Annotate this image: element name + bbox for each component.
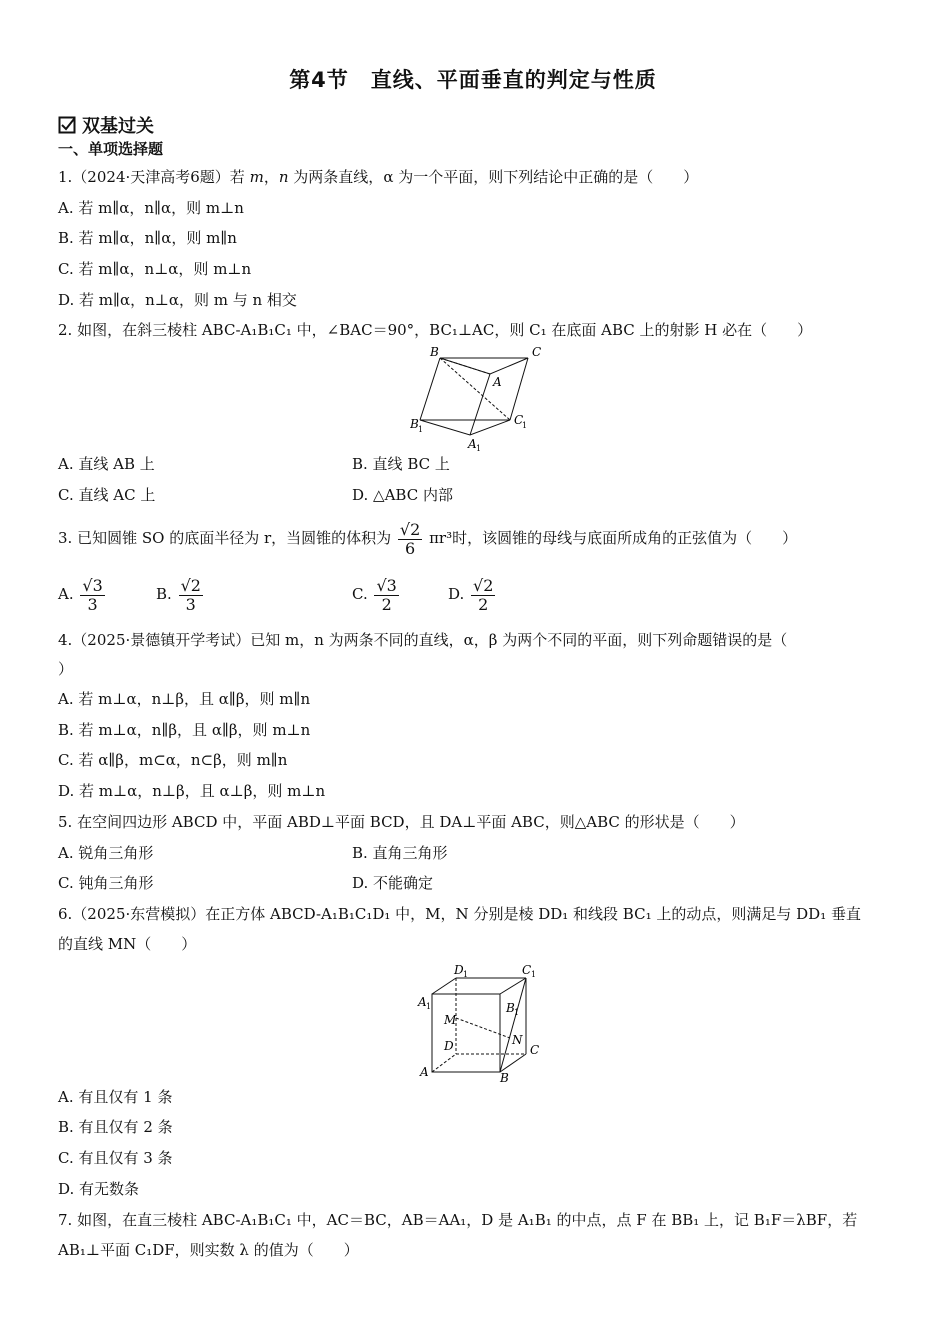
q4-option-c: C. 若 α∥β，m⊂α，n⊂β，则 m∥n [58, 751, 288, 769]
q3-option-b: B. $\frac{√2}{3}$ [156, 575, 201, 614]
q4-option-b: B. 若 m⊥α，n∥β，且 α∥β，则 m⊥n [58, 721, 311, 739]
q2-prism-figure [410, 344, 550, 454]
q6-stem-end: 的直线 MN（ ） [58, 935, 197, 953]
q1-option-b: B. 若 m∥α，n∥α，则 m∥n [58, 229, 237, 247]
q2-stem: 2. 如图，在斜三棱柱 ABC-A₁B₁C₁ 中，∠BAC＝90°，BC₁⊥AC，则 C₁ 在底面 ABC 上的射影 H 必在（ ） [58, 321, 813, 339]
q3-volume-fraction: $\frac{√2}{6}$ [399, 519, 421, 558]
q4-option-d: D. 若 m⊥α，n⊥β，且 α⊥β，则 m⊥n [58, 782, 326, 800]
section-header [58, 112, 154, 138]
checkbox-icon [58, 116, 76, 134]
svg-text:1: 1 [522, 421, 528, 430]
page-title: 第4节 直线、平面垂直的判定与性质 [289, 68, 657, 92]
svg-text:1: 1 [531, 970, 537, 979]
q2-option-a: A. 直线 AB 上 [58, 455, 155, 473]
q1-option-d: D. 若 m∥α，n⊥α，则 m 与 n 相交 [58, 291, 297, 309]
q5-option-d: D. 不能确定 [352, 874, 434, 892]
q4-stem-end: ） [58, 660, 74, 678]
q3-option-a: A. $\frac{√3}{3}$ [58, 575, 103, 614]
fig1-label-b1: B [410, 417, 419, 431]
fig2-label-n: N [512, 1033, 523, 1047]
svg-text:1: 1 [476, 444, 482, 453]
fig1-label-c1: C [514, 413, 524, 427]
q7-stem: 7. 如图，在直三棱柱 ABC-A₁B₁C₁ 中，AC＝BC，AB＝AA₁，D 是 A₁B₁ 的中点，点 F 在 BB₁ 上，记 B₁F＝λBF，若 [58, 1211, 858, 1229]
q6-stem: 6.（2025·东营模拟）在正方体 ABCD-A₁B₁C₁D₁ 中，M，N 分别是棱 DD₁ 和线段 BC₁ 上的动点，则满足与 DD₁ 垂直 [58, 905, 861, 923]
q3-option-c: C. $\frac{√3}{2}$ [352, 575, 397, 614]
q3-option-d: D. $\frac{√2}{2}$ [448, 575, 494, 614]
fig2-label-c1: C [522, 963, 532, 977]
q6-cube-figure [410, 960, 550, 1086]
fig2-label-m: M [444, 1013, 457, 1027]
svg-text:1: 1 [426, 1002, 432, 1011]
svg-text:1: 1 [463, 970, 469, 979]
section-title: 双基过关 [82, 116, 154, 137]
q3-stem: 3. 已知圆锥 SO 的底面半径为 r，当圆锥的体积为 $\frac{√2}{6}$ πr³时，该圆锥的母线与底面所成角的正弦值为（ ） [58, 519, 798, 558]
q1-stem: 1.（2024·天津高考6题）若 m，n 为两条直线，α 为一个平面，则下列结论中正确的是（ ） [58, 168, 699, 186]
q2-option-b: B. 直线 BC 上 [352, 455, 450, 473]
fig1-label-b: B [430, 345, 439, 359]
fig1-label-a: A [493, 375, 502, 389]
svg-text:1: 1 [514, 1008, 520, 1017]
fig2-label-a: A [420, 1065, 429, 1079]
q6-option-c: C. 有且仅有 3 条 [58, 1149, 173, 1167]
q6-option-b: B. 有且仅有 2 条 [58, 1118, 173, 1136]
q4-option-a: A. 若 m⊥α，n⊥β，且 α∥β，则 m∥n [58, 690, 311, 708]
fig2-label-b1: B [506, 1001, 515, 1015]
q5-option-a: A. 锐角三角形 [58, 844, 154, 862]
fig2-label-d: D [444, 1039, 454, 1053]
fig1-label-c: C [532, 345, 542, 359]
q5-stem: 5. 在空间四边形 ABCD 中，平面 ABD⊥平面 BCD，且 DA⊥平面 ABC，则△ABC 的形状是（ ） [58, 813, 745, 831]
q2-option-d: D. △ABC 内部 [352, 486, 453, 504]
fig2-label-d1: D [454, 963, 464, 977]
fig2-label-c: C [530, 1043, 540, 1057]
fig2-label-a1: A [418, 995, 427, 1009]
q4-stem: 4.（2025·景德镇开学考试）已知 m，n 为两条不同的直线，α，β 为两个不同的平面，则下列命题错误的是（ [58, 631, 788, 649]
q1-option-c: C. 若 m∥α，n⊥α，则 m⊥n [58, 260, 252, 278]
q5-option-c: C. 钝角三角形 [58, 874, 154, 892]
subsection-title: 一、单项选择题 [58, 140, 164, 158]
fig1-label-a1: A [468, 437, 477, 451]
fig2-label-b: B [500, 1071, 509, 1085]
q1-option-a: A. 若 m∥α，n∥α，则 m⊥n [58, 199, 244, 217]
q5-option-b: B. 直角三角形 [352, 844, 448, 862]
q7-stem-end: AB₁⊥平面 C₁DF，则实数 λ 的值为（ ） [58, 1241, 359, 1259]
q6-option-d: D. 有无数条 [58, 1180, 140, 1198]
q2-option-c: C. 直线 AC 上 [58, 486, 156, 504]
q6-option-a: A. 有且仅有 1 条 [58, 1088, 173, 1106]
svg-text:1: 1 [418, 425, 424, 434]
